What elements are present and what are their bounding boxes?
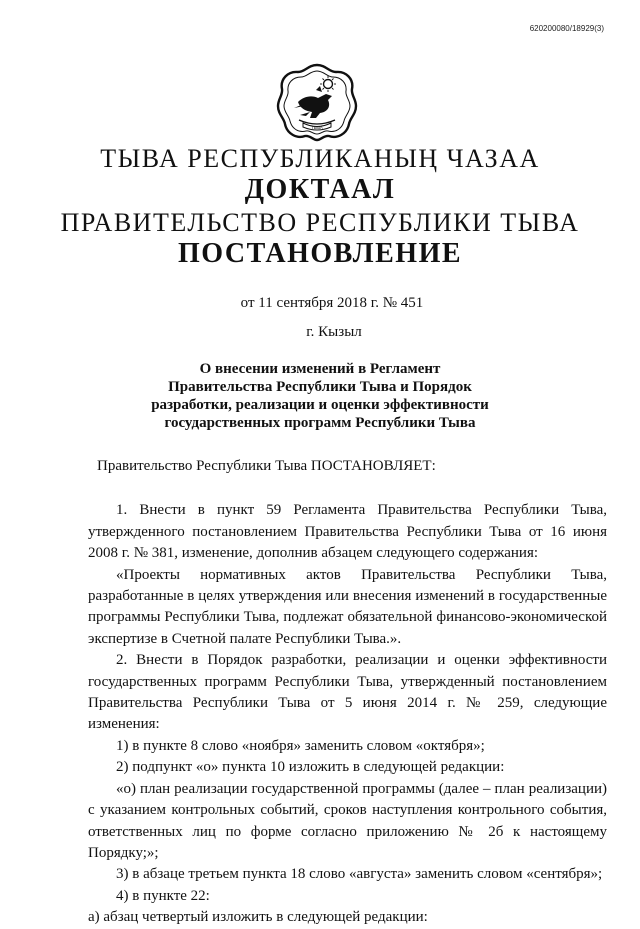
paragraph-3: 2. Внести в Порядок разработки, реализации и оценки эффективности государственных программ Республики Тыва, утвержденный постановлением Правительства Республики Тыва от 5 июня 2014 г. № 259, следующие изменения:	[88, 652, 607, 733]
paragraph-8: 4) в пункте 22:	[116, 887, 210, 904]
header-line-tuvan-government: ТЫВА РЕСПУБЛИКАНЫҢ ЧАЗАА	[100, 144, 540, 173]
paragraph-6: «о) план реализации государственной программы (далее – план реализации) с указанием контрольных событий, сроков наступления контрольного события, ответственных лиц по форме согласно приложению № 2б к настоящему Порядку;»;	[88, 780, 607, 861]
paragraph-9: а) абзац четвертый изложить в следующей редакции:	[88, 909, 428, 926]
document-subject: О внесении изменений в Регламент Правительства Республики Тыва и Порядок разработки, реализации и оценки эффективности государственных программ Республики Тыва	[151, 361, 489, 431]
paragraph-4: 1) в пункте 8 слово «ноября» заменить словом «октября»;	[116, 737, 485, 754]
header-line-doktaal: ДОКТААЛ	[244, 174, 396, 205]
document-city: г. Кызыл	[306, 324, 362, 340]
paragraph-2: «Проекты нормативных актов Правительства Республики Тыва, разработанные в целях утверждения или внесения изменений в государственные программы Республики Тыва, подлежат обязательной финансово-экономической экспертизе в Счетной палате Республики Тыва.».	[88, 566, 607, 647]
header-line-resolution: ПОСТАНОВЛЕНИЕ	[177, 238, 463, 269]
intro-paragraph: Правительство Республики Тыва ПОСТАНОВЛЯЕТ:	[97, 458, 436, 474]
paragraph-1: 1. Внести в пункт 59 Регламента Правительства Республики Тыва, утвержденного постановлением Правительства Республики Тыва от 16 июня 2008 г. № 381, изменение, дополнив абзацем следующего содержания:	[88, 502, 607, 562]
document-date: от 11 сентября 2018 г. № 451	[240, 295, 424, 311]
paragraph-5: 2) подпункт «о» пункта 10 изложить в следующей редакции:	[116, 759, 505, 776]
paragraph-7: 3) в абзаце третьем пункта 18 слово «августа» заменить словом «сентября»;	[116, 866, 603, 883]
tuva-coat-of-arms-icon	[276, 62, 358, 142]
svg-text:ТЫВА: ТЫВА	[311, 125, 323, 130]
document-body	[88, 456, 607, 929]
header-line-government: ПРАВИТЕЛЬСТВО РЕСПУБЛИКИ ТЫВА	[60, 208, 580, 237]
document-number: 620200080/18929(3)	[529, 24, 604, 33]
